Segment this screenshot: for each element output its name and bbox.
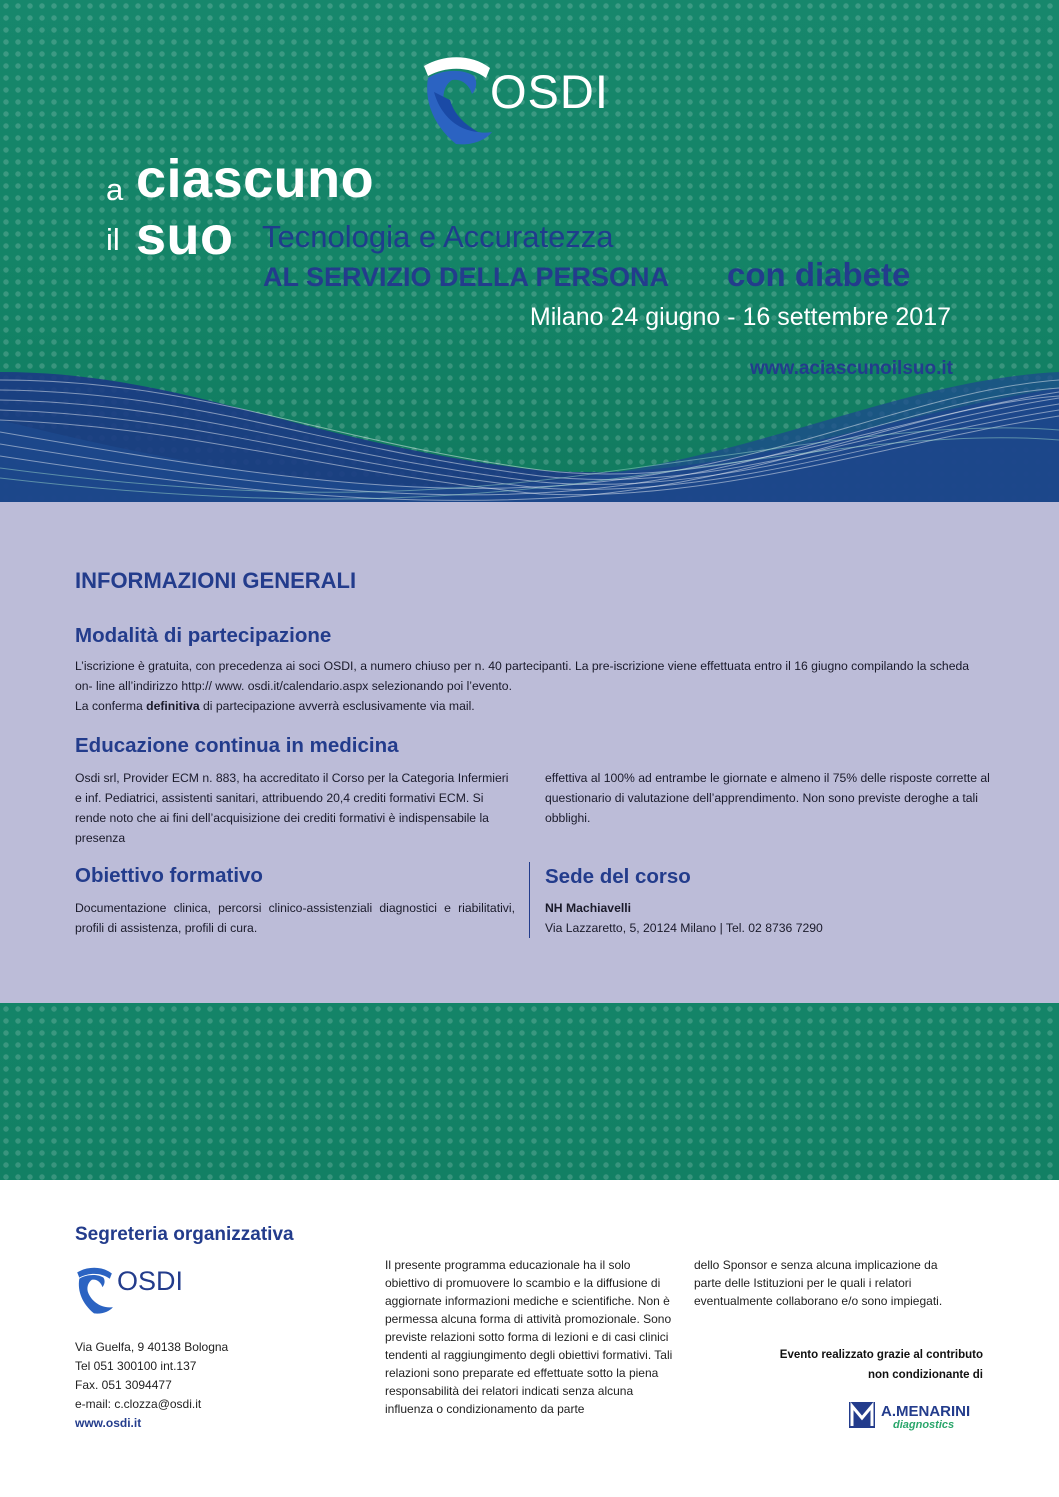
segreteria-logo-word: OSDI — [117, 1266, 184, 1296]
confirm-bold: definitiva — [146, 699, 200, 713]
disclaimer-right: dello Sponsor e senza alcuna implicazione da parte delle Istituzioni per le quali i relatori eventualmente collaborano e/o sono impiegati. — [694, 1258, 943, 1308]
credit-line-2: non condizionante di — [868, 1369, 983, 1381]
menarini-name: A.MENARINI — [881, 1403, 971, 1420]
segreteria-address: Via Guelfa, 9 40138 Bologna — [75, 1340, 229, 1354]
confirm-post: di partecipazione avverrà esclusivamente via mail. — [199, 699, 475, 713]
sede-heading: Sede del corso — [545, 865, 691, 888]
obiettivo-heading: Obiettivo formativo — [75, 864, 263, 887]
hero-tagline-diabete: con diabete — [727, 256, 911, 293]
modalita-paragraph: L’iscrizione è gratuita, con precedenza ai soci OSDI, a numero chiuso per n. 40 partecipanti. La pre-iscrizione viene effettuata entro il 16 giugno compilando la scheda on- line all’indirizzo http:// www. osdi.it/calendario.aspx selezionando poi l’evento. — [75, 659, 970, 693]
decorative-dot-band — [0, 1003, 1059, 1180]
segreteria-fax: Fax. 051 3094477 — [75, 1378, 172, 1392]
menarini-sub: diagnostics — [893, 1419, 955, 1431]
modalita-heading: Modalità di partecipazione — [75, 624, 332, 647]
footer — [0, 1180, 1059, 1497]
hero-word-ciascuno: ciascuno — [136, 149, 375, 209]
sede-address: Via Lazzaretto, 5, 20124 Milano | Tel. 02 8736 7290 — [545, 921, 823, 935]
confirm-pre: La conferma — [75, 699, 147, 713]
ecm-text-right: effettiva al 100% ad entrambe le giornate e almeno il 75% delle risposte corrette al questionario di valutazione dell’apprendimento. Non sono previste deroghe a tali obblighi. — [545, 771, 990, 825]
disclaimer-left: Il presente programma educazionale ha il solo obiettivo di promuovere lo scambio e la diffusione di aggiornate informazioni mediche e scientifiche. Non è permessa alcuna forma di attività promozionale. Sono previste relazioni sotto forma di lezioni e di casi clinici tendenti al raggiungimento degli obiettivi formativi. Tali relazioni sono preparate ed effettuate sotto la piena responsabilità dei relatori indicati senza alcuna influenza o condizionamento da parte — [385, 1258, 673, 1416]
event-website-link[interactable]: www.aciascunoilsuo.it — [749, 358, 953, 379]
hero-subtitle: Tecnologia e Accuratezza — [262, 219, 614, 254]
menarini-logo-icon — [849, 1398, 989, 1434]
sede-name: NH Machiavelli — [545, 901, 632, 915]
modalita-text — [75, 656, 975, 716]
segreteria-website-link[interactable]: www.osdi.it — [75, 1416, 142, 1430]
sponsor-credit — [780, 1345, 983, 1385]
osdi-small-logo-icon — [73, 1264, 115, 1316]
osdi-logo-icon — [416, 52, 496, 147]
event-date: Milano 24 giugno - 16 settembre 2017 — [529, 303, 951, 331]
hero-word-il: il — [106, 222, 120, 257]
hero-tagline: AL SERVIZIO DELLA PERSONA — [263, 262, 670, 292]
hero-word-a: a — [106, 172, 124, 207]
info-section — [0, 502, 1059, 1003]
hero-word-suo: suo — [136, 206, 234, 266]
segreteria-contacts — [75, 1338, 335, 1433]
segreteria-tel: Tel 051 300100 int.137 — [75, 1359, 197, 1373]
ecm-heading: Educazione continua in medicina — [75, 734, 399, 757]
logo-wordmark: OSDI — [490, 65, 609, 118]
hero-banner — [0, 0, 1059, 502]
segreteria-title: Segreteria organizzativa — [75, 1224, 294, 1245]
info-title: INFORMAZIONI GENERALI — [75, 568, 357, 593]
obiettivo-text: Documentazione clinica, percorsi clinico-assistenziali diagnostici e riabilitativi, profili di assistenza, profili di cura. — [75, 901, 515, 935]
credit-line-1: Evento realizzato grazie al contributo — [779, 1349, 983, 1361]
modalita-confirm — [75, 696, 975, 716]
column-divider — [529, 862, 530, 938]
segreteria-email[interactable]: e-mail: c.clozza@osdi.it — [75, 1397, 202, 1411]
ecm-text-left: Osdi srl, Provider ECM n. 883, ha accreditato il Corso per la Categoria Infermieri e inf. Pediatrici, assistenti sanitari, attribuendo 20,4 crediti formativi ECM. Si rende noto che ai fini dell’acquisizione dei crediti formativi è indispensabile la presenza — [75, 771, 509, 845]
